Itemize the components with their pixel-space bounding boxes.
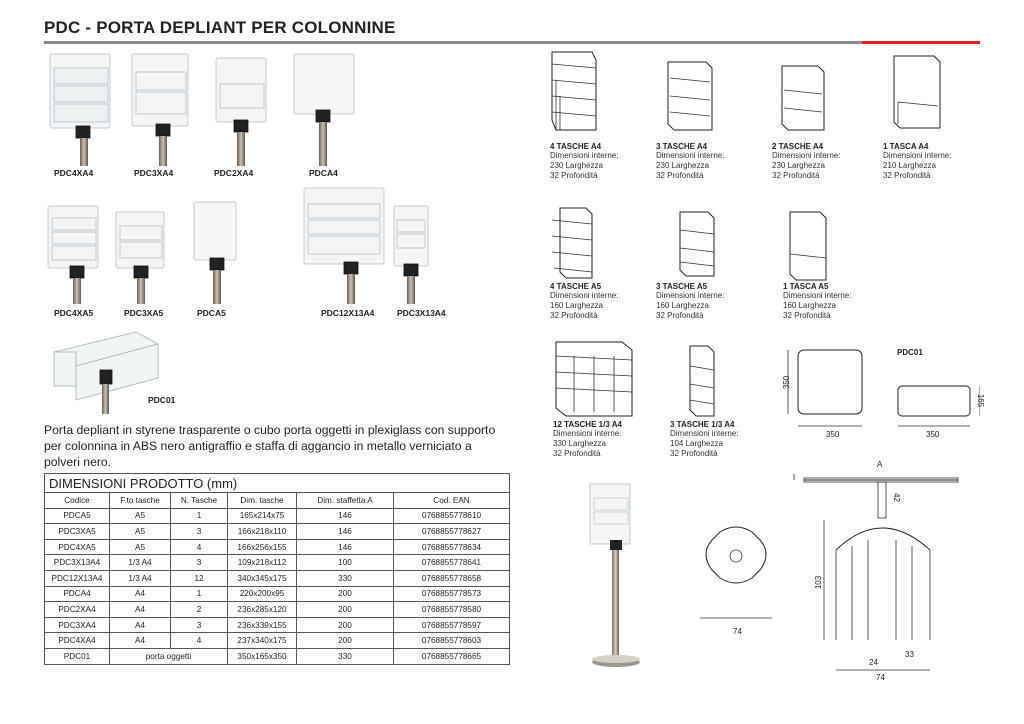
col-header: Codice	[45, 493, 110, 509]
cube-dim-width: 350	[826, 430, 840, 439]
diagram-3-tasche-a5	[680, 212, 714, 276]
table-cell: 237x340x175	[228, 633, 297, 649]
product-label-pdca4: PDCA4	[309, 168, 338, 178]
bracket-dim-103: 103	[814, 575, 824, 590]
photo-pdc01	[54, 332, 158, 414]
table-cell: 2	[171, 602, 228, 618]
table-cell: 3	[171, 555, 228, 571]
table-cell: 165x214x75	[228, 508, 297, 524]
product-label-pdc01: PDC01	[148, 395, 176, 405]
table-cell: 0768855778610	[394, 508, 510, 524]
table-cell: 166x256x155	[228, 539, 297, 555]
table-cell: PDC3X13A4	[45, 555, 110, 571]
stand-photo	[590, 484, 640, 667]
table-cell: 236x285x120	[228, 602, 297, 618]
table-cell: PDCA4	[45, 586, 110, 602]
cube-drawing-label: PDC01	[897, 348, 923, 357]
diagram-4-tasche-a4	[552, 52, 596, 130]
bracket-dim-24: 24	[869, 658, 878, 667]
product-label-pdc3xa5: PDC3XA5	[124, 308, 164, 318]
table-row	[45, 633, 510, 649]
table-cell: 0768855778580	[394, 602, 510, 618]
table-cell: 236x339x155	[228, 617, 297, 633]
table-cell: A4	[110, 633, 171, 649]
bracket-dim-a: A	[877, 460, 883, 469]
table-cell: 1/3 A4	[110, 555, 171, 571]
bracket-dim-42: 42	[891, 493, 901, 502]
title-rule-accent	[862, 41, 980, 44]
product-label-pdc4xa5: PDC4XA5	[54, 308, 94, 318]
table-cell: 146	[297, 539, 394, 555]
col-header: F.to tasche	[110, 493, 171, 509]
table-cell: 200	[297, 586, 394, 602]
caption-12-tasche-13-a4: 12 TASCHE 1/3 A4 Dimensioni interne: 330 Larghezza 32 Profondità	[553, 420, 622, 458]
base-dim: 74	[733, 627, 742, 636]
photo-pdc4xa5	[48, 206, 98, 304]
table-body	[45, 508, 510, 648]
table-row	[45, 508, 510, 524]
product-label-pdc12x13a4: PDC12X13A4	[321, 308, 375, 318]
col-header: Dim. staffetta A	[297, 493, 394, 509]
diagram-3-tasche-a4	[668, 62, 712, 130]
diagram-1-tasca-a4	[894, 56, 940, 128]
table-cell: 0768855778634	[394, 539, 510, 555]
table-cell: 146	[297, 508, 394, 524]
caption-2-tasche-a4: 2 TASCHE A4 Dimensioni interne: 230 Larghezza 32 Profondità	[772, 142, 841, 180]
photo-pdc12x13a4	[304, 188, 384, 304]
table-row	[45, 555, 510, 571]
table-row	[45, 617, 510, 633]
table-cell: 4	[171, 539, 228, 555]
caption-1-tasca-a5: 1 TASCA A5 Dimensioni interne: 160 Larghezza 32 Profondità	[783, 282, 852, 320]
table-cell: PDC01	[45, 648, 110, 664]
table-cell: 1	[171, 586, 228, 602]
table-cell: 1	[171, 508, 228, 524]
stand-drawings	[560, 470, 980, 690]
photo-pdc2xa4	[216, 58, 266, 166]
table-cell: 146	[297, 524, 394, 540]
table-cell: porta oggetti	[110, 648, 228, 664]
table-cell: A5	[110, 524, 171, 540]
page-title: PDC - PORTA DEPLIANT PER COLONNINE	[44, 18, 396, 37]
table-cell: A4	[110, 586, 171, 602]
caption-1-tasca-a4: 1 TASCA A4 Dimensioni interne: 210 Larghezza 32 Profondità	[883, 142, 952, 180]
photo-pdc4xa4	[50, 54, 110, 166]
product-label-pdc4xa4: PDC4XA4	[54, 168, 94, 178]
table-cell: 340x345x175	[228, 570, 297, 586]
table-cell: 0768855778665	[394, 648, 510, 664]
diagram-1-tasca-a5	[790, 212, 826, 280]
table-row	[45, 586, 510, 602]
cube-dim-height: 350	[782, 375, 792, 390]
caption-3-tasche-13-a4: 3 TASCHE 1/3 A4 Dimensioni interne: 104 Larghezza 32 Profondità	[670, 420, 739, 458]
cube-dim-side: 165	[976, 393, 986, 408]
table-cell: PDCA5	[45, 508, 110, 524]
bracket-drawing	[794, 474, 958, 670]
table-cell: 0768855778603	[394, 633, 510, 649]
table-cell: 12	[171, 570, 228, 586]
table-cell: 0768855778573	[394, 586, 510, 602]
bracket-dim-33: 33	[905, 650, 914, 659]
product-label-pdc3x13a4: PDC3X13A4	[397, 308, 446, 318]
cube-dim-depth: 350	[926, 430, 940, 439]
table-cell: PDC12X13A4	[45, 570, 110, 586]
table-caption: DIMENSIONI PRODOTTO (mm)	[44, 473, 510, 492]
table-cell: 0768855778641	[394, 555, 510, 571]
pocket-diagrams	[540, 50, 980, 450]
table-cell: 109x218x112	[228, 555, 297, 571]
table-row	[45, 648, 510, 664]
product-label-pdca5: PDCA5	[197, 308, 226, 318]
table-header-row	[45, 493, 510, 509]
diagram-cube-pdc01	[788, 350, 980, 426]
table-cell: 200	[297, 602, 394, 618]
table-cell: PDC3XA4	[45, 617, 110, 633]
table-cell: A5	[110, 508, 171, 524]
table-cell: 3	[171, 617, 228, 633]
photo-pdca5	[194, 202, 236, 304]
title-rule	[44, 41, 862, 44]
table-row	[45, 602, 510, 618]
table-cell: 166x218x110	[228, 524, 297, 540]
photo-pdca4	[294, 54, 354, 166]
table-cell: 0768855778597	[394, 617, 510, 633]
product-description: Porta depliant in styrene trasparente o cubo porta oggetti in plexiglass con supporto per colonnina in ABS nero antigraffio e staffa di aggancio in metallo verniciato a polveri nero.	[44, 423, 496, 469]
table-cell: 0768855778627	[394, 524, 510, 540]
table-cell: PDC4XA5	[45, 539, 110, 555]
dimensions-table	[44, 473, 510, 665]
table-cell: 330	[297, 570, 394, 586]
caption-3-tasche-a5: 3 TASCHE A5 Dimensioni interne: 160 Larghezza 32 Profondità	[656, 282, 725, 320]
table-cell: PDC4XA4	[45, 633, 110, 649]
table-row	[45, 539, 510, 555]
table-cell: A4	[110, 602, 171, 618]
table-cell: 220x200x95	[228, 586, 297, 602]
table-cell: 4	[171, 633, 228, 649]
caption-4-tasche-a5: 4 TASCHE A5 Dimensioni interne: 160 Larghezza 32 Profondità	[550, 282, 619, 320]
product-label-pdc2xa4: PDC2XA4	[214, 168, 254, 178]
product-label-pdc3xa4: PDC3XA4	[134, 168, 174, 178]
caption-3-tasche-a4: 3 TASCHE A4 Dimensioni interne: 230 Larghezza 32 Profondità	[656, 142, 725, 180]
table-cell: A4	[110, 617, 171, 633]
table-cell: 1/3 A4	[110, 570, 171, 586]
product-photos	[40, 48, 520, 418]
caption-4-tasche-a4: 4 TASCHE A4 Dimensioni interne: 230 Larghezza 32 Profondità	[550, 142, 619, 180]
table-cell: 350x165x350	[228, 648, 297, 664]
table-cell: 200	[297, 633, 394, 649]
table-cell: A5	[110, 539, 171, 555]
photo-pdc3xa4	[132, 54, 188, 166]
diagram-4-tasche-a5	[552, 208, 592, 278]
table-cell: 100	[297, 555, 394, 571]
photo-pdc3xa5	[116, 212, 164, 304]
table-cell: 0768855778658	[394, 570, 510, 586]
table-cell: 200	[297, 617, 394, 633]
bracket-dim-74: 74	[876, 673, 885, 682]
table-row	[45, 524, 510, 540]
diagram-2-tasche-a4	[782, 66, 824, 130]
col-header: N. Tasche	[171, 493, 228, 509]
table-cell: PDC2XA4	[45, 602, 110, 618]
col-header: Dim. tasche	[228, 493, 297, 509]
table-cell: 330	[297, 648, 394, 664]
photo-pdc3x13a4	[394, 206, 428, 304]
col-header: Cod. EAN	[394, 493, 510, 509]
diagram-3-tasche-13-a4	[690, 346, 714, 416]
table-cell: PDC3XA5	[45, 524, 110, 540]
table-cell: 3	[171, 524, 228, 540]
diagram-12-tasche-13-a4	[556, 342, 632, 416]
table-row	[45, 570, 510, 586]
base-drawing	[700, 527, 772, 618]
